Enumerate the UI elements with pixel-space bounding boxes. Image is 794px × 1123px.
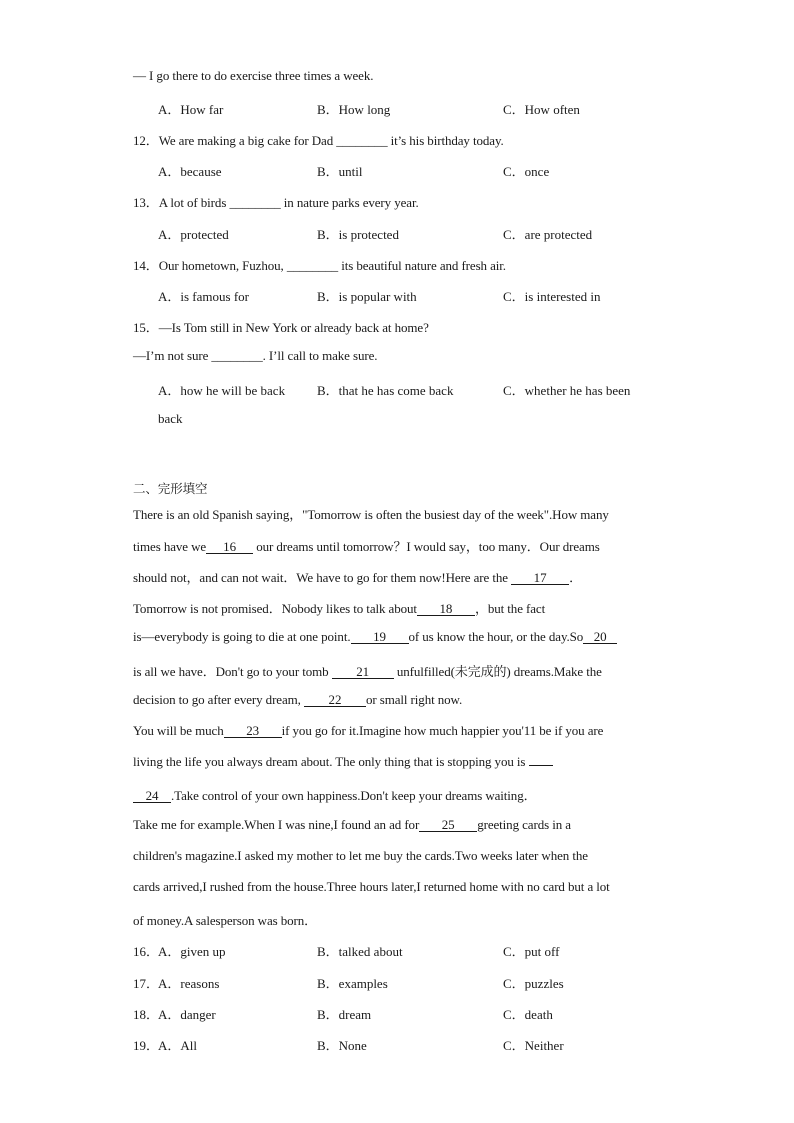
q12-options	[158, 161, 678, 179]
q14-option-c: C．is interested in	[503, 289, 601, 304]
passage-line-1: There is an old Spanish saying，"Tomorrow is often the busiest day of the week".How many	[133, 507, 609, 522]
q14-options	[158, 286, 678, 304]
q14-option-b: B．is popular with	[317, 289, 417, 304]
q13-option-b: B．is protected	[317, 227, 399, 242]
passage-line-7: decision to go after every dream, 22 or small right now.	[133, 692, 463, 707]
q15-blank: ________	[211, 348, 263, 363]
option-a: A．danger	[158, 1007, 216, 1022]
blank-19: 19	[351, 630, 409, 644]
cloze-question-18	[133, 1004, 693, 1022]
cloze-question-16	[133, 941, 693, 959]
blank-17: 17	[511, 571, 569, 585]
blank-21: 21	[332, 665, 394, 679]
option-a: A．All	[158, 1038, 198, 1053]
section-title: 二、完形填空	[133, 481, 208, 496]
q11-option-b: B．How long	[317, 102, 391, 117]
q13-question: 13．A lot of birds ________ in nature parks every year.	[133, 195, 419, 210]
passage-line-2: times have we 16 our dreams until tomorrow？I would say，too many．Our dreams	[133, 539, 600, 554]
passage-line-5: is—everybody is going to die at one point. 19 of us know the hour, or the day.So 20	[133, 629, 617, 645]
passage-line-4: Tomorrow is not promised．Nobody likes to talk about 18 ，but the fact	[133, 601, 546, 616]
q14-option-a: A．is famous for	[158, 289, 249, 304]
passage-line-6: is all we have．Don't go to your tomb 21 unfulfilled(未完成的) dreams.Make the	[133, 664, 602, 679]
q14-blank: ________	[286, 258, 339, 273]
q12-option-b: B．until	[317, 164, 363, 179]
q15-option-c-cont: back	[158, 411, 183, 426]
q15-question: 15．—Is Tom still in New York or already back at home?	[133, 320, 429, 335]
q15-option-a: A．how he will be back	[158, 383, 286, 398]
option-b: B．talked about	[317, 944, 403, 959]
cloze-question-19	[133, 1035, 693, 1053]
option-c: C．death	[503, 1007, 553, 1022]
q15-option-c-continued	[158, 411, 678, 429]
q15-reply: —I’m not sure ________. I’ll call to make sure.	[133, 348, 378, 363]
blank-24-start	[529, 765, 553, 766]
passage-line-11: Take me for example.When I was nine,I found an ad for 25 greeting cards in a	[133, 817, 571, 832]
option-b: B．dream	[317, 1007, 372, 1022]
passage-line-10: 24 .Take control of your own happiness.Don't keep your dreams waiting．	[133, 785, 537, 804]
option-c: C．put off	[503, 944, 560, 959]
blank-16: 16	[206, 540, 253, 554]
q13-option-c: C．are protected	[503, 227, 593, 242]
q14-question: 14．Our hometown, Fuzhou, ________ its beautiful nature and fresh air.	[133, 258, 506, 273]
blank-22: 22	[304, 693, 366, 707]
blank-24: 24	[133, 789, 171, 803]
q12-question: 12．We are making a big cake for Dad ________ it’s his birthday today.	[133, 133, 504, 148]
q12-option-c: C．once	[503, 164, 550, 179]
q12-option-a: A．because	[158, 164, 222, 179]
q15-options	[158, 380, 678, 398]
q11-options	[158, 99, 678, 117]
q15-option-c: C．whether he has been	[503, 383, 631, 398]
option-c: C．Neither	[503, 1038, 564, 1053]
option-c: C．puzzles	[503, 976, 564, 991]
q13-option-a: A．protected	[158, 227, 229, 242]
passage-line-3: should not，and can not wait．We have to go for them now!Here are the 17 ．	[133, 570, 582, 585]
q11-option-c: C．How often	[503, 102, 580, 117]
q12-blank: ________	[336, 133, 388, 148]
passage-line-12: children's magazine.I asked my mother to let me buy the cards.Two weeks later when the	[133, 848, 588, 863]
blank-20: 20	[583, 630, 617, 644]
q13-blank: ________	[229, 195, 281, 210]
question-number: 19．	[133, 1038, 160, 1053]
q11-answer-line: — I go there to do exercise three times a week.	[133, 68, 374, 83]
passage-line-13: cards arrived,I rushed from the house.Three hours later,I returned home with no card but a lot	[133, 879, 610, 894]
blank-23: 23	[224, 724, 282, 738]
blank-18: 18	[417, 602, 475, 616]
question-number: 16．	[133, 944, 160, 959]
q11-option-a: A．How far	[158, 102, 224, 117]
q15-option-b: B．that he has come back	[317, 383, 454, 398]
option-b: B．examples	[317, 976, 388, 991]
option-a: A．reasons	[158, 976, 220, 991]
option-b: B．None	[317, 1038, 367, 1053]
passage-line-8: You will be much 23 if you go for it.Imagine how much happier you'11 be if you are	[133, 723, 604, 738]
cloze-question-17	[133, 973, 693, 991]
passage-line-9: living the life you always dream about. The only thing that is stopping you is	[133, 754, 553, 770]
q13-options	[158, 224, 678, 242]
option-a: A．given up	[158, 944, 226, 959]
passage-line-14: of money.A salesperson was born．	[133, 913, 318, 928]
question-number: 17．	[133, 976, 160, 991]
blank-25: 25	[419, 818, 477, 832]
question-number: 18．	[133, 1007, 160, 1022]
